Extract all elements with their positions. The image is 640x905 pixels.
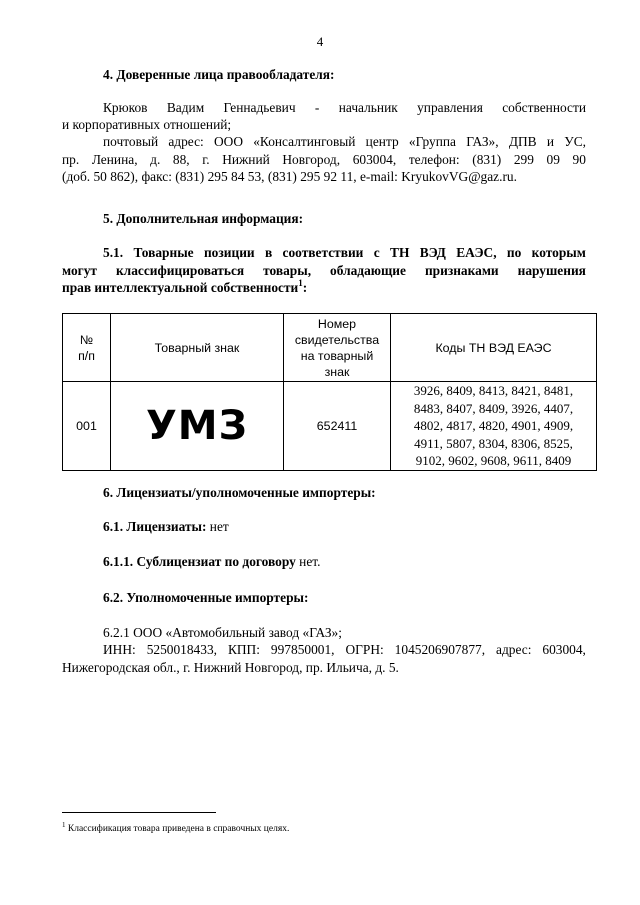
word: г. bbox=[202, 152, 210, 167]
word: 88, bbox=[172, 152, 190, 167]
word: соответствии bbox=[282, 245, 364, 260]
word: начальник bbox=[338, 100, 398, 115]
section-6-2-1-line3: Нижегородская обл., г. Нижний Новгород, пр. Ильича, д. 5. bbox=[62, 660, 399, 675]
footnote-text: Классификация товара приведена в справочных целях. bbox=[65, 824, 290, 834]
section-4-para1-line1 bbox=[103, 100, 586, 116]
word: нарушения bbox=[517, 263, 586, 278]
word: ОГРН: bbox=[345, 642, 384, 657]
word: УС, bbox=[564, 134, 586, 149]
word: признаками bbox=[424, 263, 499, 278]
word: 5.1. bbox=[103, 245, 124, 260]
word: ООО bbox=[213, 134, 243, 149]
section-6-1-1 bbox=[103, 554, 320, 570]
cell-trademark bbox=[111, 382, 284, 471]
word: «Группа bbox=[408, 134, 456, 149]
word: которым bbox=[531, 245, 586, 260]
section-5-1-line3-text: прав интеллектуальной собственности bbox=[62, 280, 299, 295]
section-5-1-line2 bbox=[62, 263, 586, 279]
word: телефон: bbox=[408, 152, 460, 167]
word: 299 bbox=[513, 152, 534, 167]
word: ИНН: bbox=[103, 642, 136, 657]
header-num-line: № bbox=[79, 332, 94, 347]
word: ГАЗ», bbox=[466, 134, 499, 149]
word: обладающие bbox=[330, 263, 406, 278]
codes-line: 4802, 4817, 4820, 4901, 4909, bbox=[413, 418, 574, 434]
word: ЕАЭС, bbox=[456, 245, 497, 260]
codes-line: 9102, 9602, 9608, 9611, 8409 bbox=[415, 453, 572, 469]
section-4-heading: 4. Доверенные лица правообладателя: bbox=[103, 67, 335, 82]
header-cert bbox=[284, 314, 391, 382]
trademark-logo: УМЗ bbox=[145, 402, 249, 449]
header-cert-line: знак bbox=[324, 364, 350, 379]
header-cert-line: свидетельства bbox=[294, 332, 380, 347]
word: собственности bbox=[502, 100, 586, 115]
word: адрес: bbox=[168, 134, 204, 149]
header-cert-line: на товарный bbox=[300, 348, 374, 363]
section-6-2-1-line1: 6.2.1 ООО «Автомобильный завод «ГАЗ»; bbox=[103, 625, 342, 640]
word: классифицироваться bbox=[115, 263, 245, 278]
cell-num: 001 bbox=[63, 382, 111, 471]
section-5-1-line3-end: : bbox=[302, 280, 308, 295]
cell-codes bbox=[391, 382, 597, 471]
word: 603004, bbox=[352, 152, 397, 167]
page-number: 4 bbox=[316, 34, 324, 49]
word: управления bbox=[417, 100, 483, 115]
footnote-ref[interactable]: 1 bbox=[298, 278, 303, 288]
codes-line: 3926, 8409, 8413, 8421, 8481, bbox=[413, 383, 574, 398]
word: позиции bbox=[203, 245, 255, 260]
word: 5250018433, bbox=[146, 642, 217, 657]
footnote-divider bbox=[62, 812, 216, 813]
word: ВЭД bbox=[419, 245, 446, 260]
section-5-heading: 5. Дополнительная информация: bbox=[103, 211, 304, 226]
word: (831) bbox=[472, 152, 502, 167]
footnote-mark: 1 bbox=[62, 821, 66, 829]
table-header-row bbox=[63, 314, 597, 382]
word: 1045206907877, bbox=[394, 642, 486, 657]
word: по bbox=[506, 245, 522, 260]
header-codes: Коды ТН ВЭД ЕАЭС bbox=[391, 314, 597, 382]
word: ДПВ bbox=[508, 134, 537, 149]
section-6-1-value: нет bbox=[206, 519, 229, 534]
section-6-1-1-value: нет. bbox=[295, 554, 321, 569]
word: центр bbox=[365, 134, 399, 149]
word: 997850001, bbox=[270, 642, 335, 657]
header-cert-line: Номер bbox=[317, 316, 357, 331]
word: 603004, bbox=[542, 642, 586, 657]
section-6-1-label: 6.1. Лицензиаты: bbox=[103, 519, 207, 534]
word: ТН bbox=[390, 245, 410, 260]
word: Ленина, bbox=[91, 152, 138, 167]
table-row bbox=[63, 382, 597, 471]
word: адрес: bbox=[496, 642, 532, 657]
word: могут bbox=[62, 263, 97, 278]
section-4-para2-line1 bbox=[103, 134, 586, 150]
word: Нижний bbox=[222, 152, 270, 167]
word: - bbox=[314, 100, 320, 115]
word: Новгород, bbox=[282, 152, 341, 167]
word: пр. bbox=[62, 152, 80, 167]
footnote bbox=[62, 821, 289, 834]
word: Геннадьевич bbox=[223, 100, 296, 115]
section-5-1-line1 bbox=[103, 245, 586, 261]
section-6-heading: 6. Лицензиаты/уполномоченные импортеры: bbox=[103, 485, 376, 500]
header-mark: Товарный знак bbox=[111, 314, 284, 382]
word: Крюков bbox=[103, 100, 148, 115]
section-6-1-1-label: 6.1.1. Сублицензиат по договору bbox=[103, 554, 296, 569]
section-4-para1-line2: и корпоративных отношений; bbox=[62, 117, 232, 132]
word: Товарные bbox=[133, 245, 194, 260]
word: «Консалтинговый bbox=[253, 134, 356, 149]
cell-cert-number: 652411 bbox=[284, 382, 391, 471]
word: и bbox=[546, 134, 554, 149]
codes-line: 8483, 8407, 8409, 3926, 4407, bbox=[413, 400, 574, 416]
section-4-para2-line3: (доб. 50 862), факс: (831) 295 84 53, (831) 295 92 11, e-mail: KryukovVG@gaz.ru. bbox=[62, 169, 517, 184]
word: почтовый bbox=[103, 134, 159, 149]
word: в bbox=[264, 245, 273, 260]
section-5-1-line3 bbox=[62, 280, 307, 296]
section-4-para2-line2 bbox=[62, 152, 586, 168]
section-6-2-1-line2 bbox=[103, 642, 586, 658]
section-6-1 bbox=[103, 519, 229, 535]
codes-line: 4911, 5807, 8304, 8306, 8525, bbox=[414, 435, 573, 451]
section-6-2-heading: 6.2. Уполномоченные импортеры: bbox=[103, 590, 309, 605]
word: д. bbox=[150, 152, 161, 167]
word: Вадим bbox=[166, 100, 205, 115]
word: товары, bbox=[263, 263, 312, 278]
word: 90 bbox=[572, 152, 586, 167]
word: с bbox=[373, 245, 380, 260]
header-num-line: п/п bbox=[78, 348, 95, 363]
trademark-table bbox=[62, 313, 597, 471]
header-num bbox=[63, 314, 111, 382]
word: КПП: bbox=[227, 642, 260, 657]
word: 09 bbox=[546, 152, 560, 167]
